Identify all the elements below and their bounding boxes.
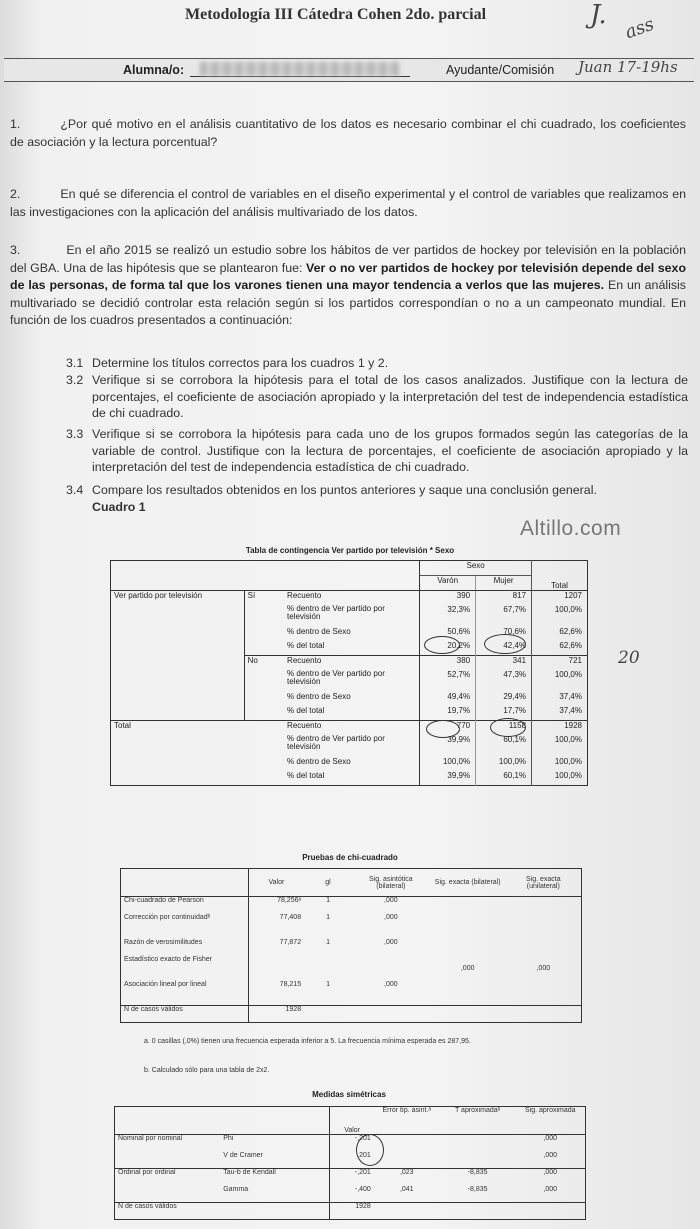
- stat-label: % del total: [284, 771, 420, 786]
- cell-value: 1207: [532, 591, 588, 606]
- cell-value: 47,3%: [503, 670, 527, 679]
- stat-label: % dentro de Ver partido por televisión: [284, 670, 420, 692]
- sym-col-header: T aproximadaᵇ: [440, 1107, 516, 1135]
- cell-value: ,000: [384, 938, 398, 946]
- cell-value: 50,6%: [420, 627, 476, 641]
- cell-value: 39,9%: [420, 771, 476, 786]
- item-text: Verifique si se corrobora la hipótesis para el total de los casos analizados. Justifique con la lectura de porcentajes, el coeficiente de asociación apropiado y la interpretación del test de independencia estadística de chi cuadrado.: [92, 373, 688, 420]
- cell-value: 100,0%: [532, 605, 588, 627]
- cell-value: 1928: [248, 1006, 304, 1023]
- chi-col-header: Sig. exacta (bilateral): [430, 869, 506, 897]
- sym-group-label: Ordinal por ordinal: [115, 1169, 221, 1186]
- cell-value: 1: [326, 913, 330, 921]
- cell-value: [304, 956, 352, 981]
- table-row: [121, 956, 582, 981]
- question-2: [10, 186, 686, 221]
- hand-circle: [484, 634, 526, 654]
- cell-value: [440, 1135, 516, 1152]
- chi-caption: Pruebas de chi-cuadrado: [302, 853, 398, 862]
- cell-value: [506, 1006, 582, 1023]
- student-name-line: [190, 76, 410, 77]
- cell-value: 341: [476, 656, 532, 671]
- cell-value: [430, 1006, 506, 1023]
- cell-value: 29,4%: [503, 692, 527, 701]
- cell-value: -8,835: [440, 1169, 516, 1186]
- cell-value: ,000: [543, 1185, 558, 1193]
- cell-value: 100,0%: [532, 757, 588, 771]
- cell-value: 17,7%: [503, 706, 527, 715]
- cell-value: 67,7%: [503, 605, 527, 614]
- cell-value: 380: [420, 656, 476, 671]
- cell-value: 78,215: [279, 980, 302, 988]
- col-mujer: Mujer: [476, 576, 532, 591]
- sym-measure-label: Tau-b de Kendall: [220, 1169, 330, 1186]
- cell-value: [248, 956, 304, 981]
- assistant-value: Juan 17-19hs: [578, 58, 678, 76]
- cell-value: [506, 914, 582, 939]
- assistant-label: Ayudante/Comisión: [446, 63, 555, 77]
- cell-value: 390: [420, 591, 476, 606]
- question-number: 1.: [10, 117, 21, 131]
- cell-value: [506, 981, 582, 1006]
- hypothesis-text: Ver o no ver partidos de hockey por televisión depende del sexo de las personas, de forma tal que los varones tienen una mayor tendencia a verlos que las mujeres.: [10, 260, 687, 292]
- student-label: Alumna/o:: [123, 63, 185, 77]
- cell-value: 770: [420, 721, 476, 736]
- table-row: [121, 914, 582, 939]
- cell-value: ,201: [357, 1151, 371, 1159]
- cell-value: 60,1%: [503, 735, 527, 744]
- item-text: Determine los títulos correctos para los cuadros 1 y 2.: [92, 356, 389, 370]
- cell-value: 42,4%: [503, 641, 527, 650]
- cell-value: [374, 1203, 440, 1220]
- cell-value: 100,0%: [498, 757, 527, 766]
- chi-stat-label: N de casos válidos: [121, 1006, 249, 1023]
- cell-value: ,000: [460, 964, 475, 972]
- cell-value: 70,6%: [503, 627, 527, 636]
- cell-value: [506, 897, 582, 914]
- cell-value: [374, 1152, 440, 1169]
- cell-value: 100,0%: [532, 735, 588, 757]
- redacted-name: [200, 62, 400, 76]
- cell-value: 20,2%: [420, 641, 476, 656]
- cell-value: 77,408: [279, 913, 302, 921]
- table-row: [115, 1169, 586, 1186]
- cell-value: ,000: [543, 1135, 558, 1142]
- cell-value: ,000: [384, 897, 398, 904]
- hand-circle: [490, 718, 526, 737]
- cell-value: ,041: [399, 1185, 414, 1193]
- chi-stat-label: Asociación lineal por lineal: [121, 981, 249, 1006]
- col-varon: Varón: [420, 576, 476, 591]
- group-label: No: [244, 656, 284, 721]
- cell-value: 62,6%: [532, 641, 588, 656]
- cell-value: -,201: [330, 1169, 374, 1186]
- row-var-label: Ver partido por televisión: [111, 591, 245, 721]
- cell-value: 721: [532, 656, 588, 671]
- cell-value: [440, 1152, 516, 1169]
- stat-label: % dentro de Sexo: [284, 627, 420, 641]
- cell-value: 32,3%: [420, 605, 476, 627]
- chi-col-header: gl: [304, 869, 352, 897]
- hand-circle: [426, 720, 460, 738]
- sym-group-label: [115, 1152, 221, 1169]
- cell-value: 100,0%: [420, 757, 476, 771]
- cell-value: 1928: [330, 1203, 374, 1220]
- cell-value: 100,0%: [532, 670, 588, 692]
- chi-col-header: Valor: [248, 869, 304, 897]
- cuadro-label: Cuadro 1: [92, 500, 146, 514]
- table-row: [121, 1006, 582, 1023]
- question-number: 3.: [10, 243, 21, 257]
- cell-value: 1928: [532, 721, 588, 736]
- cell-value: ,000: [384, 913, 398, 921]
- hand-circle: [424, 636, 460, 654]
- chi-stat-label: Razón de verosimilitudes: [121, 939, 249, 956]
- sym-measure-label: Gamma: [220, 1186, 330, 1203]
- chi-table: [120, 868, 582, 1023]
- cell-value: ,000: [536, 964, 551, 972]
- question-text: En qué se diferencia el control de variables en el diseño experimental y el control de variables que realizamos en las investigaciones con la aplicación del análisis multivariado de los datos.: [10, 187, 686, 219]
- cell-value: -,400: [354, 1185, 371, 1193]
- cell-value: ,000: [516, 1169, 586, 1186]
- question-text: En el año 2015 se realizó un estudio sobre los hábitos de ver partidos de hockey por televisión en la población del GBA. Una de las hipótesis que se plantearon fue:: [10, 243, 686, 275]
- sym-group-label: [115, 1186, 221, 1203]
- stat-label: Recuento: [284, 656, 420, 671]
- stat-label: % dentro de Ver partido por televisión: [284, 735, 420, 757]
- question-text: ¿Por qué motivo en el análisis cuantitativo de los datos es necesario combinar el chi cuadrado, los coeficientes de asociación y la lectura porcentual?: [10, 117, 686, 149]
- cell-value: [506, 939, 582, 956]
- sub-item-3-3: [66, 426, 688, 476]
- chi-col-header: Sig. exacta (unilateral): [506, 869, 582, 897]
- cell-value: 52,7%: [420, 670, 476, 692]
- hand-circle: [356, 1134, 384, 1166]
- cell-value: 49,4%: [420, 692, 476, 706]
- cell-value: [430, 981, 506, 1006]
- cell-value: 60,1%: [503, 771, 527, 780]
- cell-value: 39,9%: [420, 735, 476, 757]
- sym-col-header: Error típ. asint.ᵃ: [374, 1107, 440, 1135]
- sym-caption: Medidas simétricas: [312, 1090, 386, 1099]
- stat-label: % dentro de Sexo: [284, 692, 420, 706]
- cell-value: ,023: [374, 1169, 440, 1186]
- sym-measure-label: V de Cramer: [220, 1152, 330, 1169]
- watermark: Altillo.com: [520, 517, 622, 540]
- item-text: Compare los resultados obtenidos en los puntos anteriores y saque una conclusión general.: [92, 483, 597, 497]
- cell-value: 78,256ᵃ: [277, 897, 302, 904]
- chi-stat-label: Chi-cuadrado de Pearson: [121, 897, 249, 914]
- question-3: [10, 242, 686, 330]
- sub-item-3-2: [66, 372, 688, 422]
- cell-value: [516, 1203, 586, 1220]
- sym-group-label: N de casos válidos: [115, 1203, 221, 1220]
- sym-measure-label: [220, 1203, 330, 1220]
- cell-value: 62,6%: [532, 627, 588, 641]
- cell-value: 19,7%: [420, 706, 476, 721]
- exam-title: Metodología III Cátedra Cohen 2do. parcial: [185, 6, 487, 23]
- handwritten-note-2: ass: [622, 13, 657, 44]
- item-number: 3.3: [66, 427, 84, 441]
- cell-value: 37,4%: [532, 706, 588, 721]
- cell-value: ,000: [384, 980, 398, 988]
- sym-group-label: Nominal por nominal: [118, 1135, 183, 1142]
- sub-item-3-1: [66, 355, 682, 372]
- col-total: Total: [532, 561, 588, 591]
- group-label: Sí: [247, 591, 256, 600]
- table-row: [115, 1152, 586, 1169]
- table-row: [111, 591, 588, 606]
- item-number: 3.4: [66, 483, 84, 497]
- cell-value: 77,872: [279, 938, 302, 946]
- stat-label: Recuento: [284, 721, 420, 736]
- cell-value: [440, 1203, 516, 1220]
- cell-value: ,000: [543, 1151, 558, 1159]
- handwritten-note: J.: [590, 0, 607, 30]
- cell-value: [352, 956, 430, 981]
- margin-note: 20: [618, 648, 640, 668]
- cell-value: 817: [512, 591, 527, 600]
- item-number: 3.1: [66, 356, 84, 370]
- question-number: 2.: [10, 187, 21, 201]
- cell-value: [430, 939, 506, 956]
- cell-value: 1158: [476, 721, 532, 736]
- question-text-cont: En un análisis multivariado se decidió controlar esta relación según si los partidos correspondían o no a un campeonato mundial. En función de los cuadros presentados a continuación:: [10, 278, 686, 327]
- total-label: Total: [111, 721, 285, 786]
- cell-value: [430, 914, 506, 939]
- cell-value: 37,4%: [532, 692, 588, 706]
- cell-value: [430, 897, 506, 914]
- item-number: 3.2: [66, 373, 84, 387]
- cell-value: -8,835: [467, 1185, 488, 1193]
- sym-col-header: Sig. aproximada: [516, 1107, 586, 1135]
- chi-note-a: a. 0 casillas (,0%) tienen una frecuencia esperada inferior a 5. La frecuencia mínima esperada es 287,95.: [144, 1038, 471, 1045]
- table-row: [121, 897, 582, 914]
- stat-label: % del total: [284, 706, 420, 721]
- question-1: [10, 116, 686, 151]
- stat-label: Recuento: [284, 591, 420, 606]
- table-row: [115, 1186, 586, 1203]
- chi-stat-label: Estadístico exacto de Fisher: [121, 956, 249, 981]
- sym-col-header: Valor: [330, 1107, 374, 1135]
- table-row: [115, 1135, 586, 1152]
- cell-value: 100,0%: [532, 771, 588, 786]
- contingency-caption: Tabla de contingencia Ver partido por televisión * Sexo: [245, 546, 455, 555]
- sym-measure-label: Phi: [220, 1135, 330, 1152]
- cell-value: 1: [326, 938, 330, 946]
- table-row: [115, 1203, 586, 1220]
- cell-value: -,201: [354, 1135, 371, 1142]
- table-row: [121, 939, 582, 956]
- sexo-header: Sexo: [420, 561, 532, 576]
- chi-note-b: b. Calculado sólo para una tabla de 2x2.: [144, 1067, 270, 1074]
- item-text: Verifique si se corrobora la hipótesis para cada uno de los grupos formados según las categorías de la variable de control. Justifique con la lectura de porcentajes, el coeficiente de asociación apropiado y la interpretación del test de independencia estadística de chi cuadrado.: [92, 427, 688, 474]
- table-row: [121, 981, 582, 1006]
- cell-value: [352, 1006, 430, 1023]
- stat-label: % del total: [284, 641, 420, 656]
- cell-value: [304, 1006, 352, 1023]
- stat-label: % dentro de Sexo: [284, 757, 420, 771]
- contingency-table: [110, 560, 588, 786]
- chi-col-header: Sig. asintótica (bilateral): [352, 869, 430, 897]
- chi-stat-label: Corrección por continuidadᵇ: [121, 914, 249, 939]
- stat-label: % dentro de Ver partido por televisión: [284, 605, 420, 627]
- sym-table: [114, 1106, 586, 1220]
- sub-item-3-4: [66, 482, 692, 499]
- cell-value: 1: [326, 897, 330, 904]
- cell-value: 1: [326, 980, 330, 988]
